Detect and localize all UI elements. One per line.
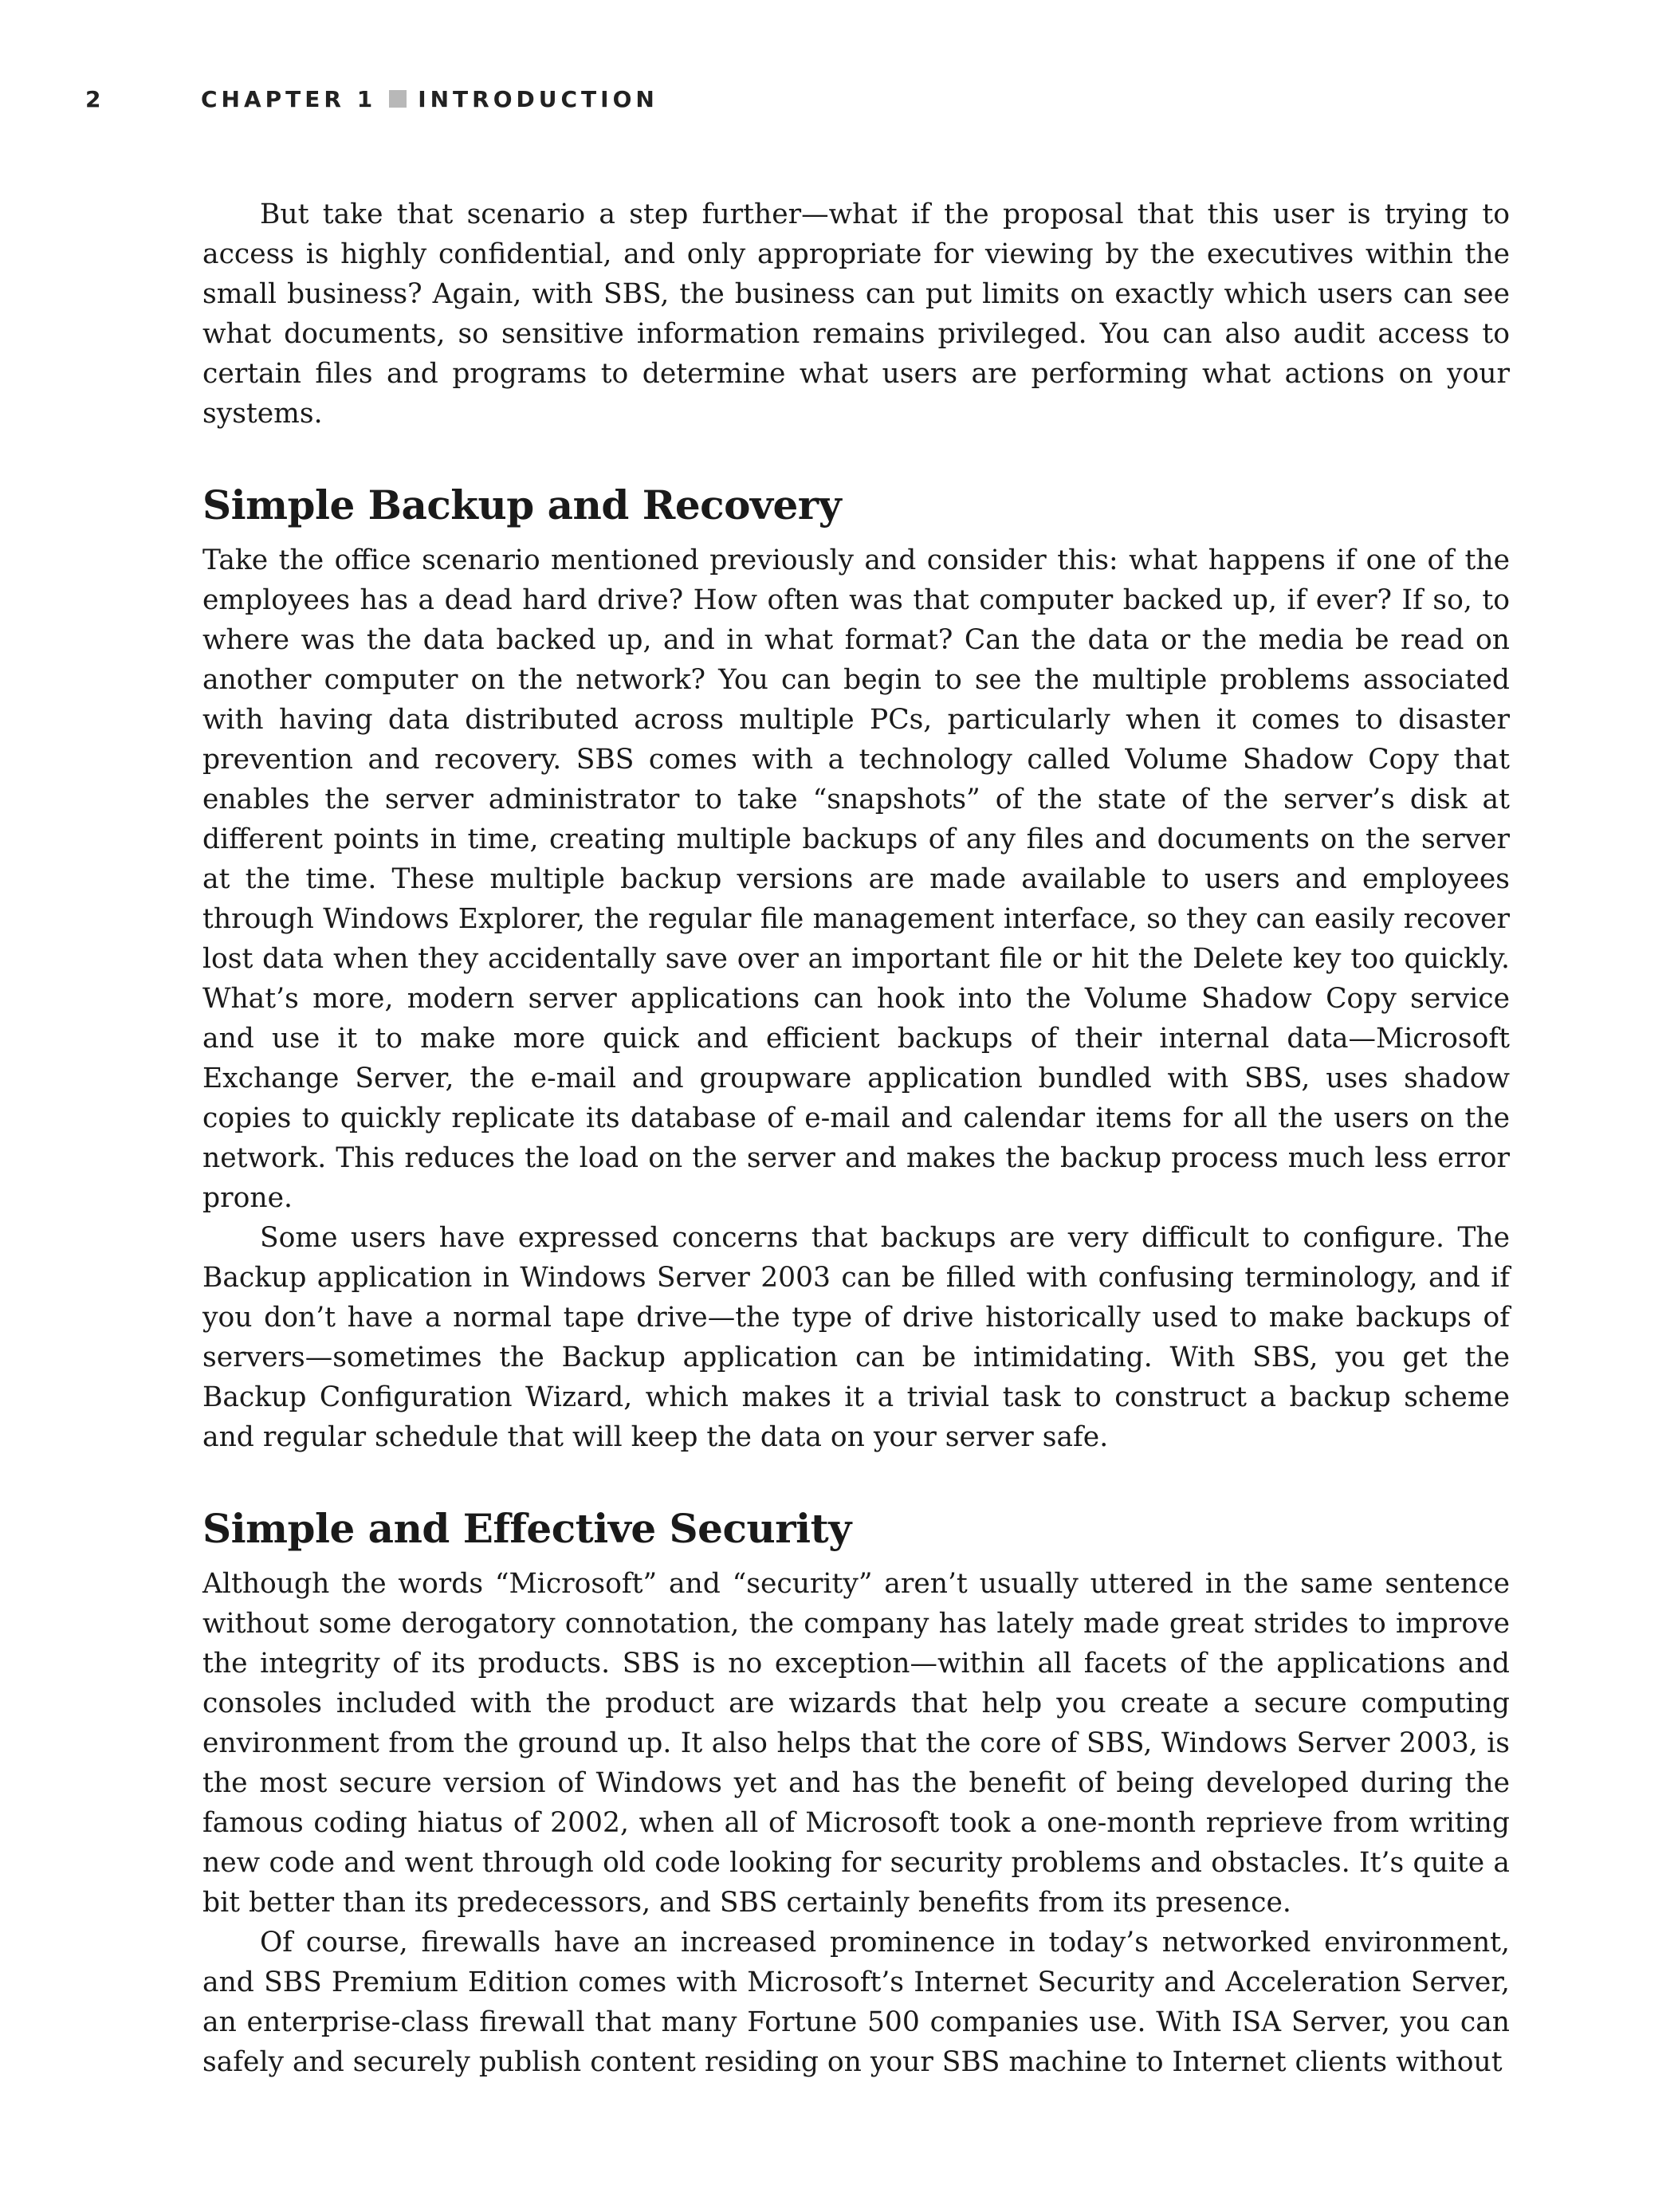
page-body <box>202 194 1510 2082</box>
running-header <box>85 83 658 115</box>
security-paragraph-1: Although the words “Microsoft” and “security” aren’t usually uttered in the same sentence without some derogatory connotation, the company has lately made great strides to improve the integrity of its products. SBS is no exception—within all facets of the applications and consoles included with the product are wizards that help you create a secure computing environment from the ground up. It also helps that the core of SBS, Windows Server 2003, is the most secure version of Windows yet and has the benefit of being developed during the famous coding hiatus of 2002, when all of Microsoft took a one-month reprieve from writing new code and went through old code looking for security problems and obstacles. It’s quite a bit better than its predecessors, and SBS certainly benefits from its presence. <box>202 1568 1510 1919</box>
chapter-title: INTRODUCTION <box>418 85 658 112</box>
section-heading-security: Simple and Effective Security <box>202 1505 851 1552</box>
page-number: 2 <box>85 85 105 112</box>
intro-paragraph: But take that scenario a step further—what if the proposal that this user is trying to access is highly confidential, and only appropriate for viewing by the executives within the small business? Again, with SBS, the business can put limits on exactly which users can see what documents, so sensitive information remains privileged. You can also audit access to certain files and programs to determine what users are performing what actions on your systems. <box>202 198 1510 430</box>
square-separator-icon <box>389 90 407 108</box>
chapter-label: CHAPTER 1 <box>201 85 377 112</box>
section-heading-backup: Simple Backup and Recovery <box>202 481 842 528</box>
backup-paragraph-2: Some users have expressed concerns that backups are very difficult to configure. The Backup application in Windows Server 2003 can be filled with confusing terminology, and if you don’t have a normal tape drive—the type of drive historically used to make backups of servers—sometimes the Backup application can be intimidating. With SBS, you get the Backup Configuration Wizard, which makes it a trivial task to construct a backup scheme and regular schedule that will keep the data on your server safe. <box>202 1222 1510 1453</box>
security-paragraph-2: Of course, firewalls have an increased prominence in today’s networked environment, and SBS Premium Edition comes with Microsoft’s Internet Security and Acceleration Server, an enterprise-class firewall that many Fortune 500 companies use. With ISA Server, you can safely and securely publish content residing on your SBS machine to Internet clients without <box>202 1927 1510 2078</box>
backup-paragraph-1: Take the office scenario mentioned previously and consider this: what happens if one of the employees has a dead hard drive? How often was that computer backed up, if ever? If so, to where was the data backed up, and in what format? Can the data or the media be read on another computer on the network? You can begin to see the multiple problems associated with having data distributed across multiple PCs, particularly when it comes to disaster prevention and recovery. SBS comes with a technology called Volume Shadow Copy that enables the server administrator to take “snapshots” of the state of the server’s disk at different points in time, creating multiple backups of any files and documents on the server at the time. These multiple backup versions are made available to users and employees through Windows Explorer, the regular file management interface, so they can easily recover lost data when they accidentally save over an important file or hit the Delete key too quickly. What’s more, modern server applications can hook into the Volume Shadow Copy service and use it to make more quick and efficient backups of their internal data—Microsoft Exchange Server, the e-mail and groupware application bundled with SBS, uses shadow copies to quickly replicate its database of e-mail and calendar items for all the users on the network. This reduces the load on the server and makes the backup process much less error prone. <box>202 544 1510 1214</box>
